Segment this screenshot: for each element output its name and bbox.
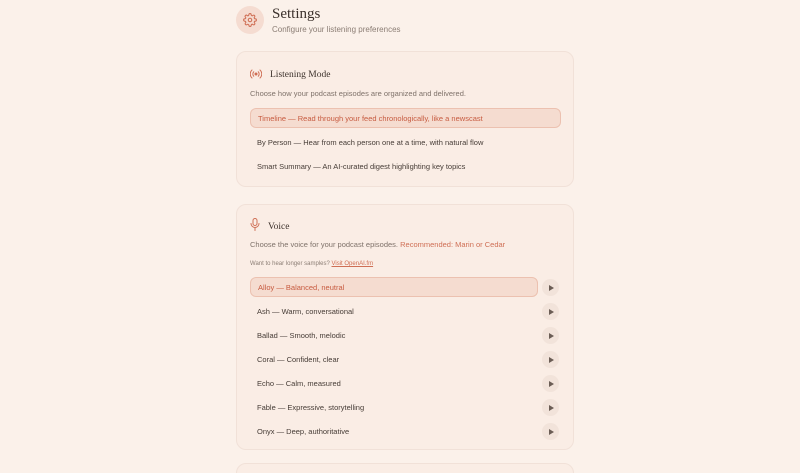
voice-option-label: Coral — Confident, clear xyxy=(257,354,340,364)
mode-option-timeline[interactable] xyxy=(250,108,561,128)
play-ballad-button[interactable] xyxy=(542,327,559,344)
page-title: Settings xyxy=(272,6,321,22)
voice-recommendation: Recommended: Marin or Cedar xyxy=(400,240,506,249)
play-onyx-button[interactable] xyxy=(542,423,559,440)
play-icon xyxy=(549,285,554,291)
broadcast-icon xyxy=(250,66,262,84)
voice-header xyxy=(250,218,289,236)
play-icon xyxy=(549,357,554,363)
voice-option-label: Fable — Expressive, storytelling xyxy=(257,402,365,412)
mode-option-label: Timeline — Read through your feed chronologically, like a newscast xyxy=(258,113,483,123)
page-header xyxy=(236,5,401,34)
play-icon xyxy=(549,429,554,435)
voice-option-label: Alloy — Balanced, neutral xyxy=(258,282,345,292)
play-icon xyxy=(549,405,554,411)
voice-option-label: Ash — Warm, conversational xyxy=(257,306,354,316)
voice-title: Voice xyxy=(268,222,290,232)
mode-option-label: Smart Summary — An AI-curated digest highlighting key topics xyxy=(257,161,466,171)
voice-card xyxy=(236,204,574,450)
play-fable-button[interactable] xyxy=(542,399,559,416)
samples-note-text: Want to hear longer samples? xyxy=(250,261,330,267)
play-coral-button[interactable] xyxy=(542,351,559,368)
voice-option-coral[interactable] xyxy=(250,349,538,369)
voice-option-label: Ballad — Smooth, melodic xyxy=(257,330,346,340)
mode-option-smart-summary[interactable] xyxy=(250,156,561,176)
voice-option-onyx[interactable] xyxy=(250,421,538,441)
play-icon xyxy=(549,309,554,315)
gear-icon xyxy=(236,6,264,34)
voice-option-ash[interactable] xyxy=(250,301,538,321)
mode-option-by-person[interactable] xyxy=(250,132,561,152)
voice-option-alloy[interactable] xyxy=(250,277,538,297)
listening-mode-title: Listening Mode xyxy=(270,70,331,80)
voice-option-fable[interactable] xyxy=(250,397,538,417)
play-echo-button[interactable] xyxy=(542,375,559,392)
microphone-icon xyxy=(250,218,260,236)
voice-description xyxy=(250,240,505,249)
mode-option-label: By Person — Hear from each person one at a time, with natural flow xyxy=(257,137,484,147)
voice-option-label: Onyx — Deep, authoritative xyxy=(257,426,350,436)
next-settings-card xyxy=(236,463,574,473)
page-subtitle: Configure your listening preferences xyxy=(272,25,401,34)
voice-option-echo[interactable] xyxy=(250,373,538,393)
listening-mode-description: Choose how your podcast episodes are organized and delivered. xyxy=(250,89,466,98)
voice-option-ballad[interactable] xyxy=(250,325,538,345)
play-ash-button[interactable] xyxy=(542,303,559,320)
play-alloy-button[interactable] xyxy=(542,279,559,296)
play-icon xyxy=(549,381,554,387)
play-icon xyxy=(549,333,554,339)
listening-mode-header xyxy=(250,66,330,84)
voice-description-text: Choose the voice for your podcast episodes. xyxy=(250,240,399,249)
voice-option-label: Echo — Calm, measured xyxy=(257,378,341,388)
openai-fm-link[interactable]: Visit OpenAI.fm xyxy=(331,261,374,267)
listening-mode-card xyxy=(236,51,574,187)
samples-note xyxy=(250,261,373,267)
